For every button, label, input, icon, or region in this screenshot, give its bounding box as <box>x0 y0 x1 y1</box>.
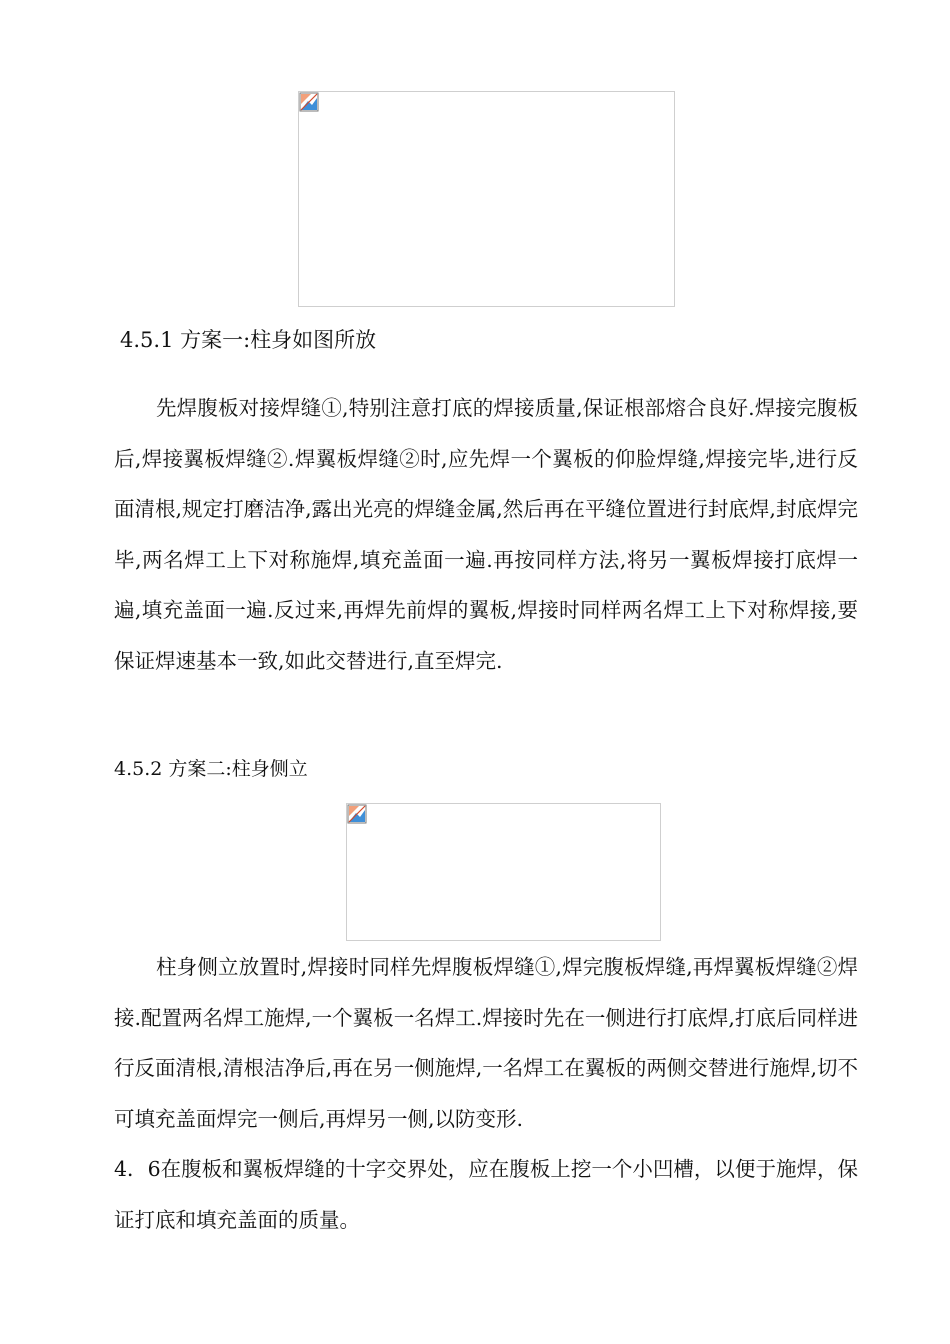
broken-image-icon <box>299 92 319 112</box>
broken-image-icon <box>347 804 367 824</box>
figure-image-column-sideways <box>346 803 661 941</box>
section-body-4-5-1: 先焊腹板对接焊缝①,特别注意打底的焊接质量,保证根部熔合良好.焊接完腹板后,焊接翼板焊缝②.焊翼板焊缝②时,应先焊一个翼板的仰脸焊缝,焊接完毕,进行反面清根,规定打磨洁净,露出光亮的焊缝金属,然后再在平缝位置进行封底焊,封底焊完毕,两名焊工上下对称施焊,填充盖面一遍.再按同样方法,将另一翼板焊接打底焊一遍,填充盖面一遍.反过来,再焊先前焊的翼板,焊接时同样两名焊工上下对称焊接,要保证焊速基本一致,如此交替进行,直至焊完. <box>114 396 858 673</box>
section-heading-4-5-2: 4.5.2 方案二:柱身侧立 <box>114 758 308 780</box>
section-body-4-5-2: 柱身侧立放置时,焊接时同样先焊腹板焊缝①,焊完腹板焊缝,再焊翼板焊缝②焊接.配置两名焊工施焊,一个翼板一名焊工.焊接时先在一侧进行打底焊,打底后同样进行反面清根,清根洁净后,再在另一侧施焊,一名焊工在翼板的两侧交替进行施焊,切不可填充盖面焊完一侧后,再焊另一侧,以防变形. <box>114 955 858 1131</box>
figure-image-column-placement <box>298 91 675 307</box>
section-body-4-6: 4．6在腹板和翼板焊缝的十字交界处，应在腹板上挖一个小凹槽，以便于施焊，保证打底和填充盖面的质量。 <box>114 1157 858 1232</box>
section-heading-4-5-1: 4.5.1 方案一:柱身如图所放 <box>120 328 377 352</box>
